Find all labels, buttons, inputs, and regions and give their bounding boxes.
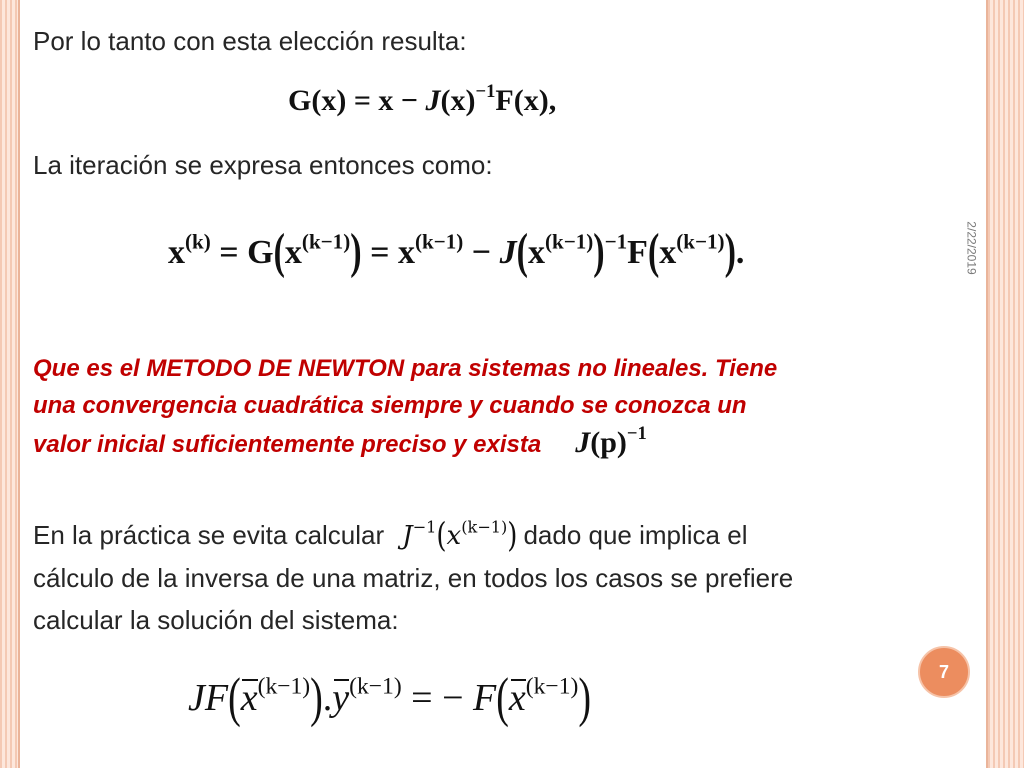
newton-line-2: una convergencia cuadrática siempre y cuando se conozca un [33, 392, 747, 419]
newton-line-3: valor inicial suficientemente preciso y exista $J(p)^{-1}$ [33, 422, 647, 459]
newton-line-1: Que es el METODO DE NEWTON para sistemas no lineales. Tiene [33, 355, 778, 382]
inline-inverse-formula: $J^{-1}(x^{(k-1)})$ [402, 516, 518, 556]
practice-line-3: calcular la solución del sistema: [33, 605, 399, 635]
left-border-line [18, 0, 20, 768]
page-number-badge [918, 646, 970, 698]
slide-date: 2/22/2019 [965, 221, 980, 275]
heading-2: La iteración se expresa entonces como: [33, 150, 493, 180]
newton-method-paragraph [33, 350, 933, 463]
heading-1: Por lo tanto con esta elección resulta: [33, 26, 467, 56]
practice-line-2: cálculo de la inversa de una matriz, en todos los casos se prefiere [33, 563, 794, 593]
practice-line-1: En la práctica se evita calcular $J^{-1}(x^{(k-1)})$ dado que implica el [33, 516, 748, 556]
equation-linear-system: $JF(x^{(k-1)}).y^{(k-1)}$ = − $F(x^{(k-1)})$ [188, 667, 591, 729]
page-number: 7 [938, 661, 949, 682]
right-border-stripes [988, 0, 1024, 768]
left-border-stripes [0, 0, 18, 768]
inline-jacobian-inverse: $J(p)^{-1}$ [575, 422, 647, 459]
equation-iteration: $x^{(k)} = G(x^{(k-1)}) = x^{(k-1)} - J(x^{(k-1)})^{-1}F(x^{(k-1)})$. [168, 225, 745, 280]
equation-g-of-x: $G(x) = x - J(x)^{-1}F(x)$, [288, 80, 557, 117]
practice-paragraph [33, 514, 933, 641]
